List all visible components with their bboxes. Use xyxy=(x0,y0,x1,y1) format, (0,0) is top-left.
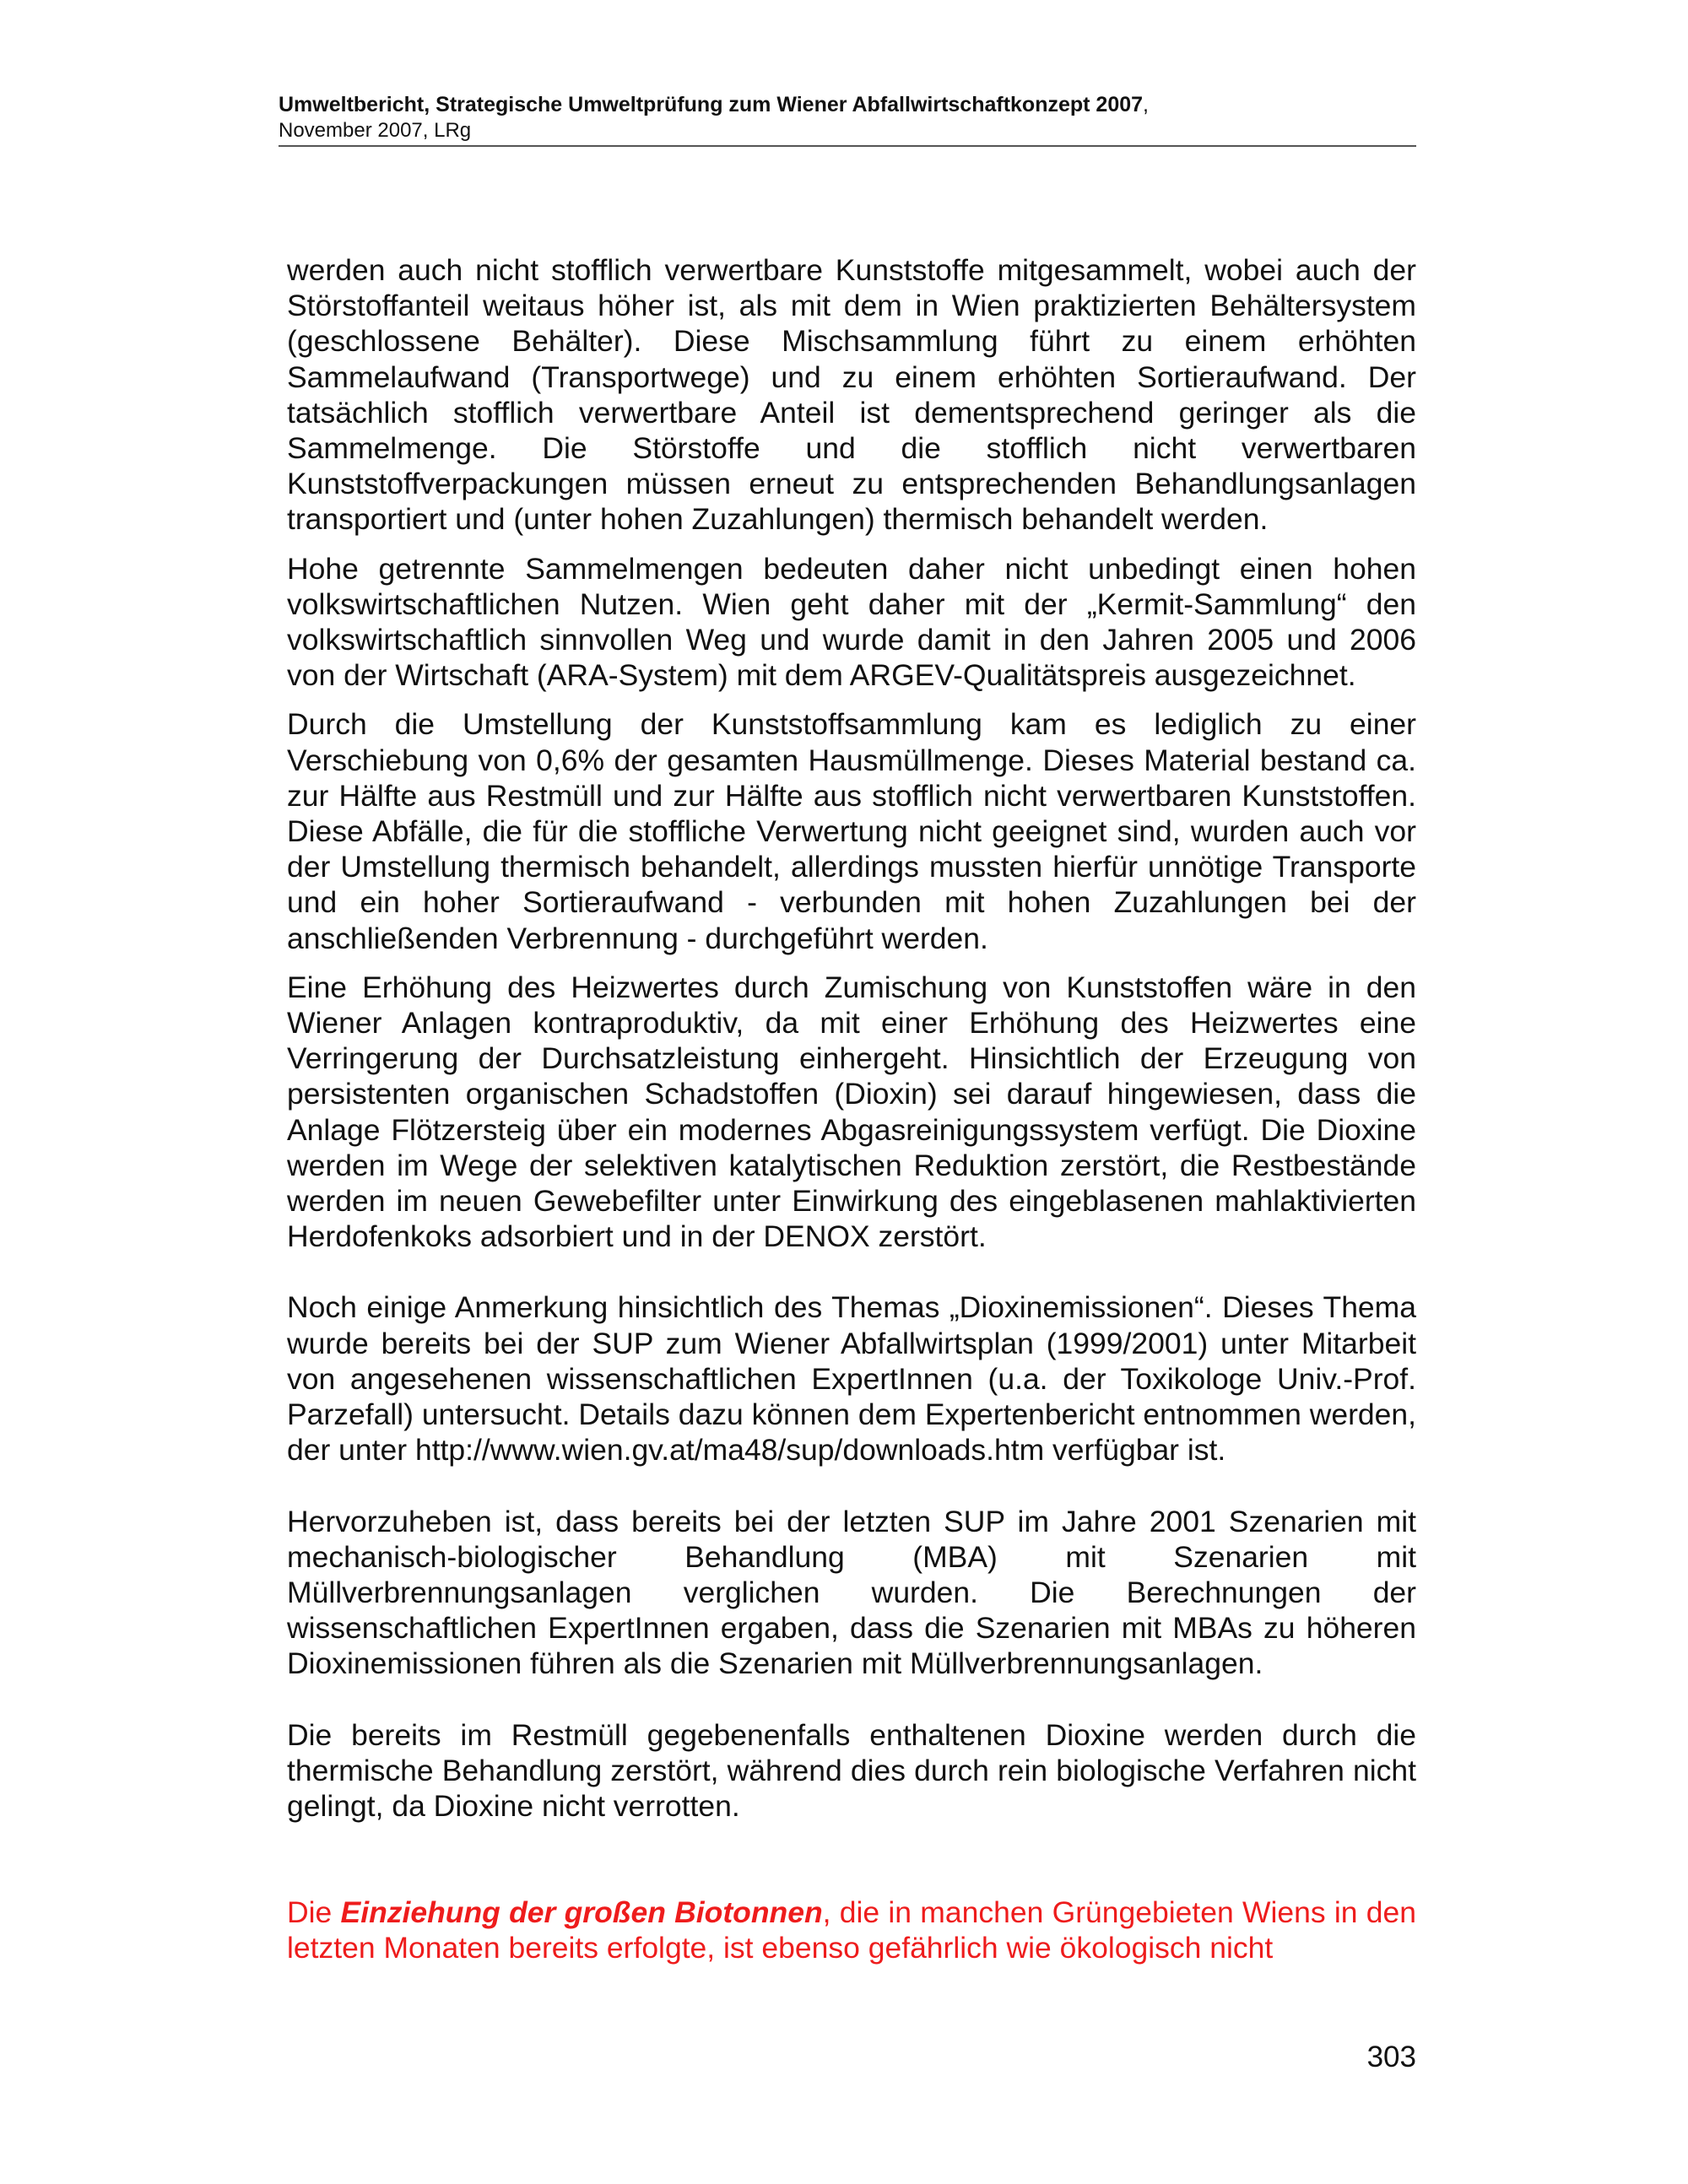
paragraph-7: Die bereits im Restmüll gegebenenfalls enthaltenen Dioxine werden durch die thermische Behandlung zerstört, während dies durch rein biologische Verfahren nicht gelingt, da Dioxine nicht verrotten. xyxy=(287,1717,1416,1823)
header-subtitle: November 2007, LRg xyxy=(279,119,472,142)
red-note-emphasis: Einziehung der großen Biotonnen xyxy=(340,1895,823,1930)
paragraph-2: Hohe getrennte Sammelmengen bedeuten daher nicht unbedingt einen hohen volkswirtschaftlichen Nutzen. Wien geht daher mit der „Kermit-Sammlung“ den volkswirtschaftlich sinnvollen Weg und wurde damit in den Jahren 2005 und 2006 von der Wirtschaft (ARA-System) mit dem ARGEV-Qualitätspreis ausgezeichnet. xyxy=(287,551,1416,693)
red-note-prefix: Die xyxy=(287,1895,341,1930)
paragraph-5: Noch einige Anmerkung hinsichtlich des Themas „Dioxinemissionen“. Dieses Thema wurde bereits bei der SUP zum Wiener Abfallwirtsplan (1999/2001) unter Mitarbeit von angesehenen wissenschaftlichen ExpertInnen (u.a. der Toxikologe Univ.-Prof. Parzefall) untersucht. Details dazu können dem Expertenbericht entnommen werden, der unter http://www.wien.gv.at/ma48/sup/downloads.htm verfügbar ist. xyxy=(287,1290,1416,1468)
header-title-suffix: , xyxy=(1143,93,1149,116)
red-note-rest: , die in manchen Grüngebieten Wiens in den letzten Monaten bereits erfolgte, ist ebenso gefährlich wie ökologisch nicht xyxy=(287,1895,1416,1965)
document-body xyxy=(287,252,1416,1966)
page-header xyxy=(279,91,1416,147)
paragraph-6: Hervorzuheben ist, dass bereits bei der letzten SUP im Jahre 2001 Szenarien mit mechanisch-biologischer Behandlung (MBA) mit Szenarien mit Müllverbrennungsanlagen verglichen wurden. Die Berechnungen der wissenschaftlichen ExpertInnen ergaben, dass die Szenarien mit MBAs zu höheren Dioxinemissionen führen als die Szenarien mit Müllverbrennungsanlagen. xyxy=(287,1504,1416,1681)
header-title-text: Umweltbericht, Strategische Umweltprüfung zum Wiener Abfallwirtschaftkonzept 2007 xyxy=(279,93,1144,116)
paragraph-4: Eine Erhöhung des Heizwertes durch Zumischung von Kunststoffen wäre in den Wiener Anlagen kontraproduktiv, da mit einer Erhöhung des Heizwertes eine Verringerung der Durchsatzleistung einhergeht. Hinsichtlich der Erzeugung von persistenten organischen Schadstoffen (Dioxin) sei darauf hingewiesen, dass die Anlage Flötzersteig über ein modernes Abgasreinigungssystem verfügt. Die Dioxine werden im Wege der selektiven katalytischen Reduktion zerstört, die Restbestände werden im neuen Gewebefilter unter Einwirkung des eingeblasenen mahlaktivierten Herdofenkoks adsorbiert und in der DENOX zerstört. xyxy=(287,970,1416,1254)
header-title xyxy=(279,91,1416,118)
paragraph-3: Durch die Umstellung der Kunststoffsammlung kam es lediglich zu einer Verschiebung von 0,6% der gesamten Hausmüllmenge. Dieses Material bestand ca. zur Hälfte aus Restmüll und zur Hälfte aus stofflich nicht verwertbaren Kunststoffen. Diese Abfälle, die für die stoffliche Verwertung nicht geeignet sind, wurden auch vor der Umstellung thermisch behandelt, allerdings mussten hierfür unnötige Transporte und ein hoher Sortieraufwand - verbunden mit hohen Zuzahlungen bei der anschließenden Verbrennung - durchgeführt werden. xyxy=(287,707,1416,955)
page-number: 303 xyxy=(1366,2041,1416,2073)
paragraph-1: werden auch nicht stofflich verwertbare Kunststoffe mitgesammelt, wobei auch der Störstoffanteil weitaus höher ist, als mit dem in Wien praktizierten Behältersystem (geschlossene Behälter). Diese Mischsammlung führt zu einem erhöhten Sammelaufwand (Transportwege) und zu einem erhöhten Sortieraufwand. Der tatsächlich stofflich verwertbare Anteil ist dementsprechend geringer als die Sammelmenge. Die Störstoffe und die stofflich nicht verwertbaren Kunststoffverpackungen müssen erneut zu entsprechenden Behandlungsanlagen transportiert und (unter hohen Zuzahlungen) thermisch behandelt werden. xyxy=(287,253,1416,537)
red-note-paragraph xyxy=(287,1895,1416,1965)
